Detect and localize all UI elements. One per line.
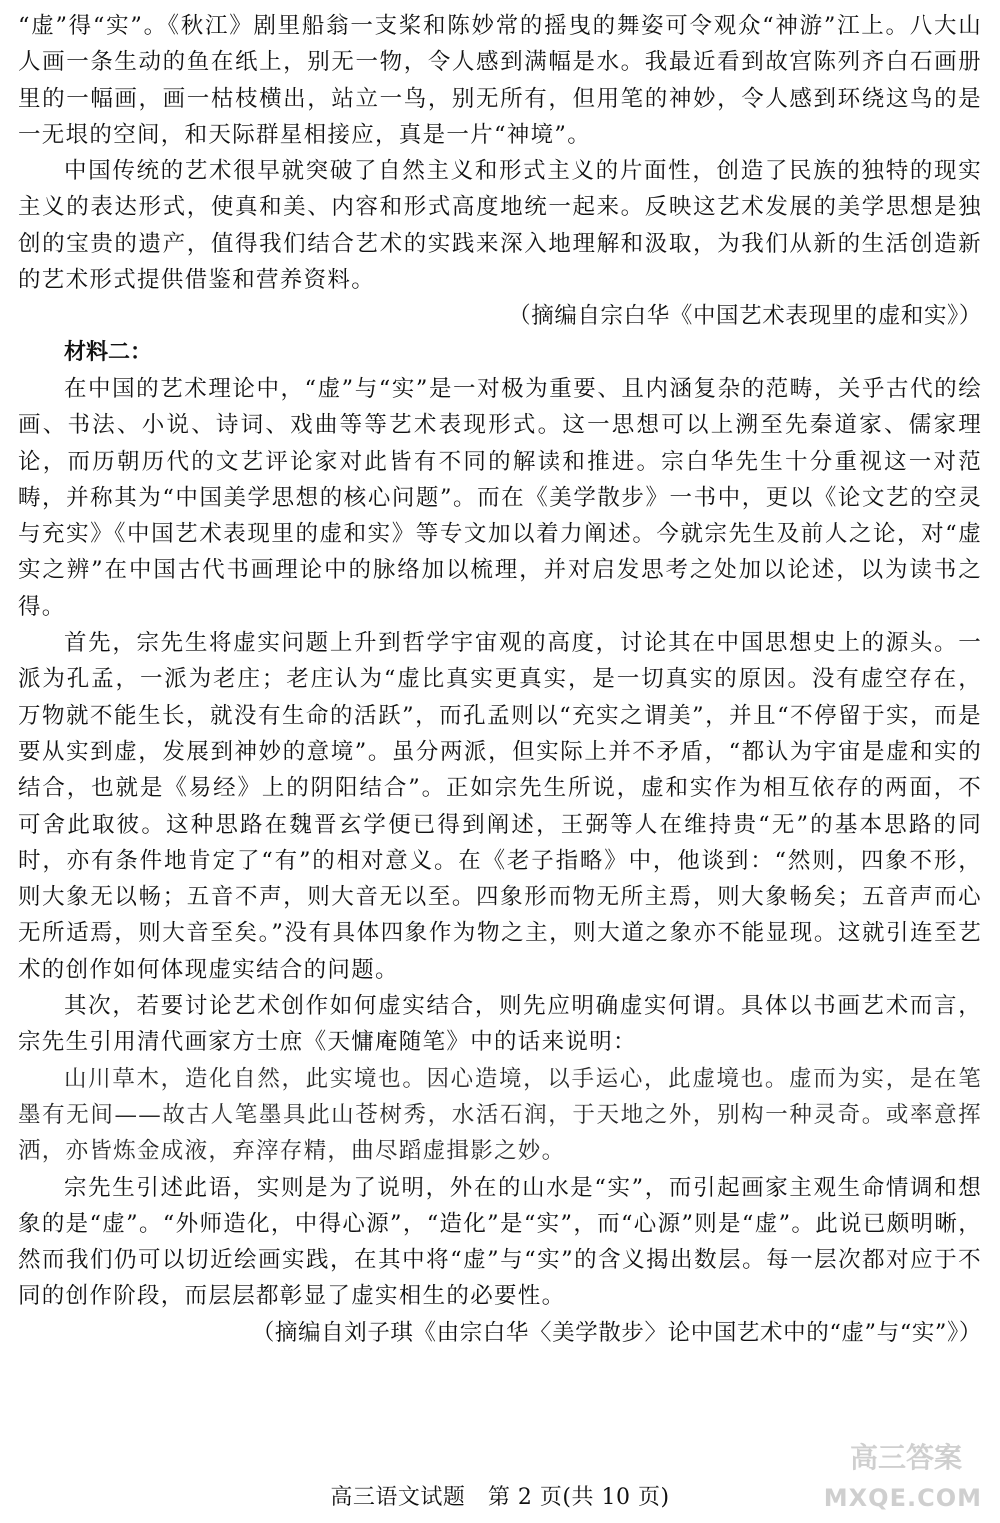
material2-paragraph-3: 其次，若要讨论艺术创作如何虚实结合，则先应明确虚实何谓。具体以书画艺术而言，宗先生引用清代画家方士庶《天慵庵随笔》中的话来说明： [18, 993, 982, 1056]
material2-paragraph-1: 在中国的艺术理论中，“虚”与“实”是一对极为重要、且内涵复杂的范畴，关乎古代的绘画、书法、小说、诗词、戏曲等等艺术表现形式。这一思想可以上溯至先秦道家、儒家理论，而历朝历代的文艺评论家对此皆有不同的解读和推进。宗白华先生十分重视这一对范畴，并称其为“中国美学思想的核心问题”。而在《美学散步》一书中，更以《论文艺的空灵与充实》《中国艺术表现里的虚和实》等专文加以着力阐述。今就宗先生及前人之论，对“虚实之辨”在中国古代书画理论中的脉络加以梳理，并对启发思考之处加以论述，以为读书之得。 [18, 375, 982, 620]
watermark-bottom-text: MXQE.COM [823, 1484, 982, 1512]
material1-paragraph-1: “虚”得“实”。《秋江》剧里船翁一支桨和陈妙常的摇曳的舞姿可令观众“神游”江上。八大山人画一条生动的鱼在纸上，别无一物，令人感到满幅是水。我最近看到故宫陈列齐白石画册里的一幅画，画一枯枝横出，站立一鸟，别无所有，但用笔的神妙，令人感到环绕这鸟的是一无垠的空间，和天际群星相接应，真是一片“神境”。 [18, 13, 982, 148]
exam-page [18, 8, 982, 1351]
material2-paragraph-4: 宗先生引述此语，实则是为了说明，外在的山水是“实”，而引起画家主观生命情调和想象的是“虚”。“外师造化，中得心源”，“造化”是“实”，而“心源”则是“虚”。此说已颇明晰，然而我们仍可以切近绘画实践，在其中将“虚”与“实”的含义揭出数层。每一层次都对应于不同的创作阶段，而层层都彰显了虚实相生的必要性。 [18, 1174, 982, 1310]
material2-heading: 材料二： [64, 339, 153, 365]
material1-paragraph-2: 中国传统的艺术很早就突破了自然主义和形式主义的片面性，创造了民族的独特的现实主义的表达形式，使真和美、内容和形式高度地统一起来。反映这艺术发展的美学思想是独创的宝贵的遗产，值得我们结合艺术的实践来深入地理解和汲取，为我们从新的生活创造新的艺术形式提供借鉴和营养资料。 [18, 158, 982, 294]
material2-paragraph-2: 首先，宗先生将虚实问题上升到哲学宇宙观的高度，讨论其在中国思想史上的源头。一派为孔孟，一派为老庄；老庄认为“虚比真实更真实，是一切真实的原因。没有虚空存在，万物就不能生长，就没有生命的活跃”，而孔孟则以“充实之谓美”，并且“不停留于实，而是要从实到虚，发展到神妙的意境”。虽分两派，但实际上并不矛盾，“都认为宇宙是虚和实的结合，也就是《易经》上的阴阳结合”。正如宗先生所说，虚和实作为相互依存的两面，不可舍此取彼。这种思路在魏晋玄学便已得到阐述，王弼等人在维持贵“无”的基本思路的同时，亦有条件地肯定了“有”的相对意义。在《老子指略》中，他谈到：“然则，四象不形，则大象无以畅；五音不声，则大音无以至。四象形而物无所主焉，则大象畅矣；五音声而心无所适焉，则大音至矣。”没有具体四象作为物之主，则大道之象亦不能显现。这就引连至艺术的创作如何体现虚实结合的问题。 [18, 630, 982, 983]
material2-source: （摘编自刘子琪《由宗白华〈美学散步〉论中国艺术中的“虚”与“实”》） [251, 1319, 982, 1346]
material1-source: （摘编自宗白华《中国艺术表现里的虚和实》） [508, 303, 982, 330]
material2-quote: 山川草木，造化自然，此实境也。因心造境，以手运心，此虚境也。虚而为实，是在笔墨有无间——故古人笔墨具此山苍树秀，水活石润，于天地之外，别构一种灵奇。或率意挥洒，亦皆炼金成液，弃滓存精，曲尽蹈虚揖影之妙。 [18, 1065, 982, 1165]
watermark-top-text: 高三答案 [849, 1441, 962, 1474]
page-footer: 高三语文试题 第 2 页(共 10 页) [330, 1485, 670, 1510]
